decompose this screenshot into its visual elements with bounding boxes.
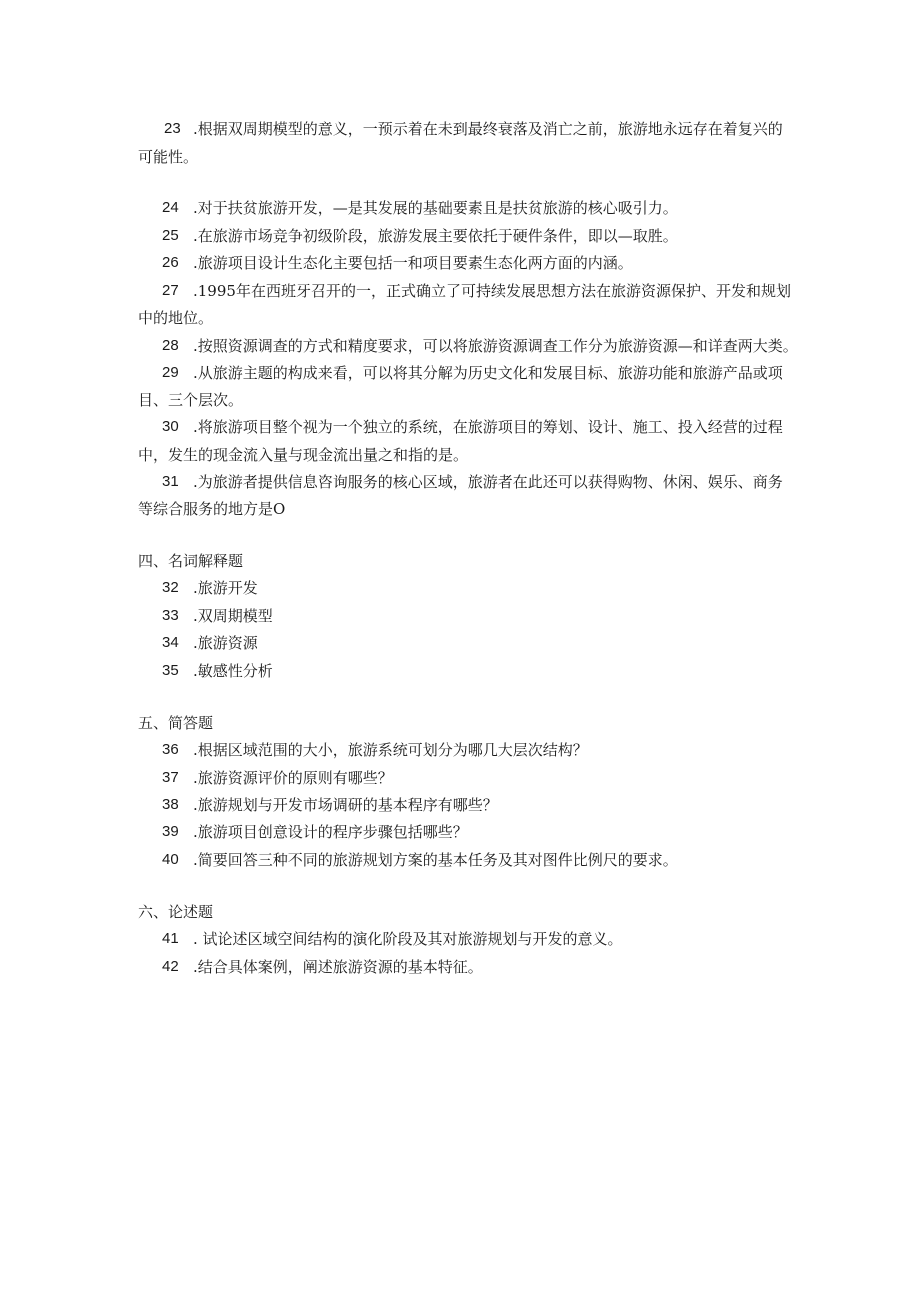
question-number: 31 (162, 473, 179, 490)
question-text-continued: 中，发生的现金流入量与现金流出量之和指的是。 (138, 446, 469, 464)
question-text: .旅游资源 (193, 634, 258, 652)
question-number: 26 (162, 254, 179, 271)
question-text: .旅游项目设计生态化主要包括一和项目要素生态化两方面的内涵。 (193, 254, 633, 272)
question-text: .简要回答三种不同的旅游规划方案的基本任务及其对图件比例尺的要求。 (193, 851, 678, 869)
question-text: .为旅游者提供信息咨询服务的核心区域，旅游者在此还可以获得购物、休闲、娱乐、商务 (193, 473, 783, 491)
question-text: .旅游资源评价的原则有哪些？ (193, 769, 393, 787)
question-text-continued: 可能性。 (138, 148, 199, 166)
question-number: 32 (162, 579, 179, 596)
question-text: .双周期模型 (193, 607, 273, 625)
question-text: .根据双周期模型的意义，一预示着在未到最终衰落及消亡之前，旅游地永远存在着复兴的 (193, 120, 783, 138)
question-text: .从旅游主题的构成来看，可以将其分解为历史文化和发展目标、旅游功能和旅游产品或项 (193, 364, 783, 382)
question-text: .1995年在西班牙召开的一，正式确立了可持续发展思想方法在旅游资源保护、开发和规划 (193, 282, 791, 300)
question-text: .按照资源调查的方式和精度要求，可以将旅游资源调查工作分为旅游资源—和详查两大类。 (193, 337, 798, 355)
question-text: .旅游项目创意设计的程序步骤包括哪些？ (193, 823, 468, 841)
question-number: 25 (162, 227, 179, 244)
section-heading: 六、论述题 (138, 903, 214, 921)
question-number: 36 (162, 741, 179, 758)
question-number: 41 (162, 930, 179, 947)
question-text: . 试论述区域空间结构的演化阶段及其对旅游规划与开发的意义。 (193, 930, 623, 948)
section-heading: 四、名词解释题 (138, 552, 244, 570)
question-text-continued: 目、三个层次。 (138, 391, 244, 409)
question-text-continued: 等综合服务的地方是O (138, 500, 286, 518)
question-text: .根据区域范围的大小，旅游系统可划分为哪几大层次结构？ (193, 741, 588, 759)
question-number: 34 (162, 634, 179, 651)
question-number: 38 (162, 796, 179, 813)
question-text: .旅游开发 (193, 579, 258, 597)
question-text: .将旅游项目整个视为一个独立的系统，在旅游项目的筹划、设计、施工、投入经营的过程 (193, 418, 783, 436)
question-number: 27 (162, 282, 179, 299)
question-number: 30 (162, 418, 179, 435)
question-text: .对于扶贫旅游开发，—是其发展的基础要素且是扶贫旅游的核心吸引力。 (193, 199, 678, 217)
question-text-continued: 中的地位。 (138, 309, 214, 327)
question-text: .结合具体案例，阐述旅游资源的基本特征。 (193, 958, 483, 976)
question-number: 39 (162, 823, 179, 840)
question-number: 35 (162, 662, 179, 679)
question-text: .旅游规划与开发市场调研的基本程序有哪些？ (193, 796, 498, 814)
question-number: 33 (162, 607, 179, 624)
question-text: .在旅游市场竞争初级阶段，旅游发展主要依托于硬件条件，即以—取胜。 (193, 227, 678, 245)
question-number: 28 (162, 337, 179, 354)
question-number: 24 (162, 199, 179, 216)
question-number: 37 (162, 769, 179, 786)
question-number: 40 (162, 851, 179, 868)
section-heading: 五、简答题 (138, 714, 214, 732)
question-number: 42 (162, 958, 179, 975)
question-text: .敏感性分析 (193, 662, 273, 680)
question-number: 29 (162, 364, 179, 381)
question-number: 23 (164, 120, 181, 137)
